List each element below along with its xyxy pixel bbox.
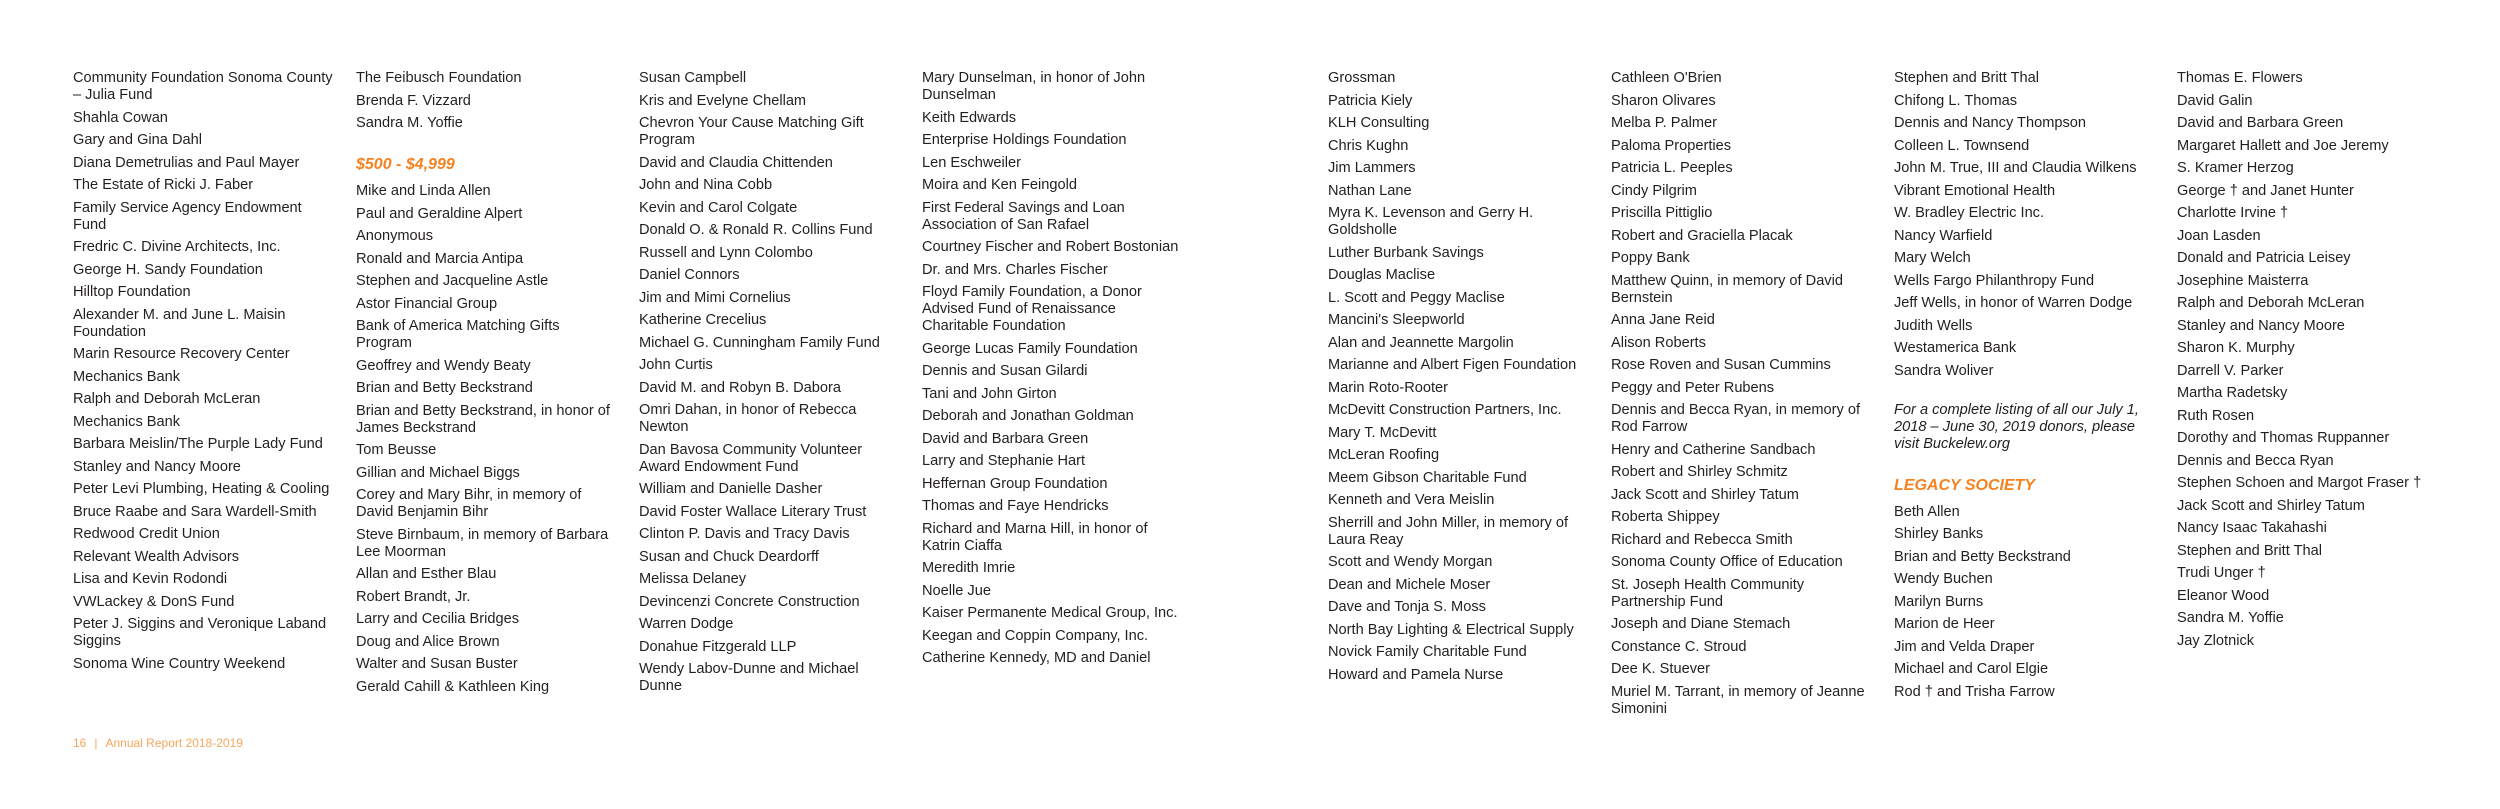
donor-name: Dave and Tonja S. Moss: [1328, 599, 1486, 615]
donor-name: Marin Resource Recovery Center: [73, 346, 290, 362]
donor-name: Tani and John Girton: [922, 385, 1057, 402]
donor-name: Dr. and Mrs. Charles Fischer: [922, 261, 1108, 278]
donor-name: Marion de Heer: [1894, 616, 1995, 632]
donor-name: Sandra M. Yoffie: [356, 115, 463, 131]
donor-name: Paul and Geraldine Alpert: [356, 205, 523, 222]
donor-name: Thomas and Faye Hendricks: [922, 498, 1109, 514]
donor-name: Michael and Carol Elgie: [1894, 661, 2049, 677]
donor-name: Keegan and Coppin Company, Inc.: [922, 627, 1149, 644]
donor-name: Melba P. Palmer: [1611, 115, 1717, 131]
donor-name: Patricia Kiely: [1328, 92, 1413, 109]
donor-name: Redwood Credit Union: [73, 526, 220, 542]
donor-name: Nathan Lane: [1328, 182, 1412, 199]
donor-name: Michael G. Cunningham Family Fund: [639, 334, 880, 351]
donor-name: Susan Campbell: [639, 70, 747, 86]
donor-name: Hilltop Foundation: [73, 284, 191, 300]
donor-name: Rod † and Trisha Farrow: [1894, 683, 2055, 700]
donor-name: Walter and Susan Buster: [356, 656, 518, 672]
donor-name: John M. True, III and Claudia Wilkens: [1894, 160, 2137, 176]
donor-name: Steve Birnbaum, in memory of Barbara Lee Moorman: [356, 526, 609, 560]
donor-name: David and Claudia Chittenden: [639, 154, 833, 171]
donor-name: Jim Lammers: [1328, 160, 1416, 176]
donor-name: Gary and Gina Dahl: [73, 132, 202, 148]
donor-name: Darrell V. Parker: [2177, 362, 2284, 379]
donor-name: George Lucas Family Foundation: [922, 340, 1138, 357]
donor-name: Patricia L. Peeples: [1611, 160, 1733, 176]
donor-name: Kevin and Carol Colgate: [639, 199, 798, 216]
donor-name: Susan and Chuck Deardorff: [639, 548, 819, 565]
donor-column-8: [2177, 70, 2437, 655]
donor-name: North Bay Lighting & Electrical Supply: [1328, 621, 1574, 638]
donor-name: Barbara Meislin/The Purple Lady Fund: [73, 436, 323, 452]
donor-column-6: [1611, 70, 1871, 723]
donor-name: Howard and Pamela Nurse: [1328, 666, 1504, 683]
donor-name: Bruce Raabe and Sara Wardell-Smith: [73, 503, 317, 520]
donor-name: L. Scott and Peggy Maclise: [1328, 289, 1505, 306]
donor-name: George † and Janet Hunter: [2177, 182, 2354, 199]
donor-name: Dean and Michele Moser: [1328, 576, 1491, 593]
donor-name: Clinton P. Davis and Tracy Davis: [639, 526, 850, 542]
donor-name: Shahla Cowan: [73, 109, 168, 126]
donor-name: Jack Scott and Shirley Tatum: [2177, 497, 2365, 514]
donor-name: Henry and Catherine Sandbach: [1611, 441, 1816, 458]
donor-name: Family Service Agency Endowment Fund: [73, 199, 302, 233]
donor-name: Meem Gibson Charitable Fund: [1328, 469, 1527, 486]
donor-name: KLH Consulting: [1328, 115, 1430, 131]
donor-name: John and Nina Cobb: [639, 177, 773, 193]
donor-name: Gillian and Michael Biggs: [356, 464, 520, 481]
donor-name: Anonymous: [356, 228, 434, 244]
donor-name: Ralph and Deborah McLeran: [2177, 295, 2365, 311]
donor-name: David and Barbara Green: [922, 430, 1089, 447]
donor-name: Grossman: [1328, 70, 1396, 86]
donor-column-1: [73, 70, 333, 678]
donor-name: Mike and Linda Allen: [356, 183, 491, 199]
donor-name: Robert and Shirley Schmitz: [1611, 464, 1788, 480]
donor-name: Robert Brandt, Jr.: [356, 588, 471, 605]
donor-listing-note: For a complete listing of all our July 1, 2018 – June 30, 2019 donors, please visit Buckelew.org: [1894, 401, 2139, 452]
donor-name: Myra K. Levenson and Gerry H. Goldsholle: [1328, 205, 1534, 238]
donor-name: Richard and Marna Hill, in honor of Katrin Ciaffa: [922, 520, 1148, 554]
donor-name: Omri Dahan, in honor of Rebecca Newton: [639, 402, 857, 435]
donor-name: St. Joseph Health Community Partnership Fund: [1611, 576, 1805, 610]
donor-name: Novick Family Charitable Fund: [1328, 644, 1527, 660]
donor-name: Donald and Patricia Leisey: [2177, 250, 2351, 266]
donor-name: Westamerica Bank: [1894, 340, 2017, 356]
donor-name: Lisa and Kevin Rodondi: [73, 571, 228, 587]
donor-name: Nancy Isaac Takahashi: [2177, 520, 2327, 536]
donor-name: Alison Roberts: [1611, 334, 1706, 351]
donor-name: Rose Roven and Susan Cummins: [1611, 357, 1831, 373]
donor-name: Russell and Lynn Colombo: [639, 244, 813, 261]
donor-name: Dennis and Becca Ryan, in memory of Rod Farrow: [1611, 402, 1861, 435]
donor-name: David and Barbara Green: [2177, 115, 2344, 131]
donor-name: Stephen and Britt Thal: [2177, 542, 2322, 559]
donor-name: George H. Sandy Foundation: [73, 261, 263, 278]
donor-name: Alan and Jeannette Margolin: [1328, 334, 1514, 351]
donor-name: Chifong L. Thomas: [1894, 92, 2018, 109]
donor-name: Joan Lasden: [2177, 227, 2261, 244]
donor-name: First Federal Savings and Loan Association of San Rafael: [922, 199, 1125, 233]
donor-name: Jack Scott and Shirley Tatum: [1611, 486, 1799, 503]
donor-column-2: [356, 70, 616, 701]
donor-name: Wendy Labov-Dunne and Michael Dunne: [639, 661, 859, 694]
donor-name: Trudi Unger †: [2177, 565, 2266, 581]
donor-name: Kaiser Permanente Medical Group, Inc.: [922, 605, 1178, 621]
donor-name: Sharon Olivares: [1611, 92, 1716, 109]
donor-name: Kenneth and Vera Meislin: [1328, 492, 1495, 508]
donor-name: Peter J. Siggins and Veronique Laband Siggins: [73, 616, 327, 649]
donor-name: Mancini's Sleepworld: [1328, 312, 1465, 328]
donor-name: Richard and Rebecca Smith: [1611, 531, 1793, 548]
donor-name: Charlotte Irvine †: [2177, 205, 2289, 221]
donor-name: John Curtis: [639, 357, 713, 373]
donor-name: Geoffrey and Wendy Beaty: [356, 357, 531, 374]
donor-name: William and Danielle Dasher: [639, 481, 823, 497]
donor-name: Mary Welch: [1894, 250, 1971, 266]
donor-name: Chris Kughn: [1328, 137, 1409, 154]
donor-name: McDevitt Construction Partners, Inc.: [1328, 402, 1562, 418]
donor-name: Mechanics Bank: [73, 368, 181, 385]
donor-name: Brenda F. Vizzard: [356, 92, 471, 109]
donor-name: David Galin: [2177, 92, 2253, 109]
donor-name: Stephen and Jacqueline Astle: [356, 273, 549, 289]
donor-name: Len Eschweiler: [922, 154, 1021, 171]
donor-name: Beth Allen: [1894, 503, 1960, 520]
donor-name: David Foster Wallace Literary Trust: [639, 503, 867, 520]
donor-name: Brian and Betty Beckstrand: [356, 380, 533, 396]
donor-name: Heffernan Group Foundation: [922, 475, 1108, 492]
donor-name: Nancy Warfield: [1894, 227, 1993, 244]
donor-name: Stephen Schoen and Margot Fraser †: [2177, 475, 2422, 491]
donor-name: Joseph and Diane Stemach: [1611, 616, 1791, 632]
donor-name: Martha Radetsky: [2177, 385, 2288, 401]
donor-name: Wendy Buchen: [1894, 571, 1993, 587]
donor-name: Community Foundation Sonoma County – Julia Fund: [73, 70, 333, 103]
donor-name: Noelle Jue: [922, 582, 991, 599]
donor-name: Margaret Hallett and Joe Jeremy: [2177, 137, 2389, 154]
donor-name: Dennis and Susan Gilardi: [922, 363, 1088, 379]
donor-name: Poppy Bank: [1611, 250, 1690, 266]
donor-name: Mary T. McDevitt: [1328, 424, 1437, 441]
donor-name: Gerald Cahill & Kathleen King: [356, 678, 550, 695]
donor-name: Jeff Wells, in honor of Warren Dodge: [1894, 295, 2133, 311]
donor-name: Dee K. Stuever: [1611, 661, 1710, 677]
donor-name: Astor Financial Group: [356, 295, 498, 312]
donor-name: Diana Demetrulias and Paul Mayer: [73, 154, 300, 171]
donor-name: David M. and Robyn B. Dabora: [639, 379, 841, 396]
donor-name: Stanley and Nancy Moore: [2177, 317, 2345, 334]
donor-name: Sherrill and John Miller, in memory of Laura Reay: [1328, 514, 1569, 548]
donor-name: Judith Wells: [1894, 317, 1973, 334]
donor-name: Ronald and Marcia Antipa: [356, 250, 524, 267]
donor-name: Douglas Maclise: [1328, 267, 1436, 283]
donor-name: Keith Edwards: [922, 109, 1017, 126]
donor-name: Deborah and Jonathan Goldman: [922, 408, 1134, 424]
donor-name: Relevant Wealth Advisors: [73, 548, 240, 565]
donor-name: Doug and Alice Brown: [356, 633, 500, 650]
donor-name: Larry and Cecilia Bridges: [356, 611, 520, 627]
page-footer: [73, 736, 243, 750]
donor-name: Stephen and Britt Thal: [1894, 70, 2039, 86]
donor-name: Enterprise Holdings Foundation: [922, 132, 1127, 148]
donor-name: Scott and Wendy Morgan: [1328, 554, 1493, 570]
donor-name: Kris and Evelyne Chellam: [639, 92, 807, 109]
donor-name: Brian and Betty Beckstrand: [1894, 548, 2071, 565]
donor-name: Anna Jane Reid: [1611, 312, 1715, 328]
donor-name: Ruth Rosen: [2177, 407, 2255, 424]
donor-name: Constance C. Stroud: [1611, 638, 1747, 655]
donor-name: McLeran Roofing: [1328, 447, 1440, 463]
donor-name: Dennis and Becca Ryan: [2177, 452, 2334, 469]
donor-name: VWLackey & DonS Fund: [73, 593, 235, 610]
donor-name: Melissa Delaney: [639, 571, 747, 587]
donor-column-3: [639, 70, 899, 701]
donor-name: Thomas E. Flowers: [2177, 70, 2303, 86]
donor-name: Sandra M. Yoffie: [2177, 610, 2284, 626]
footer-separator: |: [94, 736, 98, 750]
donor-name: Jim and Mimi Cornelius: [639, 289, 791, 306]
report-title: Annual Report 2018-2019: [105, 736, 243, 750]
donor-name: Shirley Banks: [1894, 526, 1984, 542]
donor-name: Cathleen O'Brien: [1611, 70, 1722, 86]
donor-name: Courtney Fischer and Robert Bostonian: [922, 239, 1179, 255]
donor-name: Josephine Maisterra: [2177, 272, 2309, 289]
donor-name: Alexander M. and June L. Maisin Foundation: [73, 306, 286, 340]
donor-name: Wells Fargo Philanthropy Fund: [1894, 272, 2095, 289]
section-heading: LEGACY SOCIETY: [1894, 476, 2036, 494]
donor-column-7: [1894, 70, 2154, 706]
donor-name: Daniel Connors: [639, 267, 740, 283]
donor-name: The Feibusch Foundation: [356, 70, 522, 86]
donor-name: Devincenzi Concrete Construction: [639, 593, 860, 610]
donor-name: Marin Roto-Rooter: [1328, 379, 1449, 396]
donor-name: Jim and Velda Draper: [1894, 638, 2035, 655]
donor-name: Larry and Stephanie Hart: [922, 453, 1086, 469]
donor-name: Donahue Fitzgerald LLP: [639, 638, 797, 655]
donor-name: Roberta Shippey: [1611, 509, 1720, 525]
donor-name: Eleanor Wood: [2177, 587, 2270, 604]
donor-name: Marilyn Burns: [1894, 593, 1984, 610]
donor-name: Moira and Ken Feingold: [922, 177, 1077, 193]
donor-name: Muriel M. Tarrant, in memory of Jeanne Simonini: [1611, 683, 1865, 717]
donor-name: Paloma Properties: [1611, 137, 1732, 154]
donor-name: Ralph and Deborah McLeran: [73, 391, 261, 407]
donor-name: Jay Zlotnick: [2177, 632, 2255, 649]
donor-name: Marianne and Albert Figen Foundation: [1328, 357, 1577, 373]
donor-name: Sandra Woliver: [1894, 362, 1994, 379]
donor-name: Vibrant Emotional Health: [1894, 182, 2056, 199]
donor-name: Fredric C. Divine Architects, Inc.: [73, 239, 281, 255]
donor-name: Matthew Quinn, in memory of David Bernstein: [1611, 272, 1843, 306]
donor-name: Cindy Pilgrim: [1611, 182, 1697, 199]
donor-name: Donald O. & Ronald R. Collins Fund: [639, 222, 873, 238]
donor-name: Katherine Crecelius: [639, 312, 767, 328]
page-number: 16: [73, 736, 87, 750]
donor-name: Peter Levi Plumbing, Heating & Cooling: [73, 481, 330, 497]
donor-name: Catherine Kennedy, MD and Daniel: [922, 650, 1151, 666]
donor-name: Warren Dodge: [639, 616, 734, 632]
donor-name: Meredith Imrie: [922, 560, 1016, 576]
donor-name: Stanley and Nancy Moore: [73, 458, 241, 475]
donor-name: Priscilla Pittiglio: [1611, 205, 1713, 221]
donor-name: Bank of America Matching Gifts Program: [356, 318, 560, 351]
donor-name: Sharon K. Murphy: [2177, 340, 2295, 356]
section-heading: $500 - $4,999: [356, 156, 455, 173]
donor-name: W. Bradley Electric Inc.: [1894, 205, 2045, 221]
donor-name: Robert and Graciella Placak: [1611, 227, 1793, 244]
donor-column-4: [922, 70, 1182, 673]
donor-name: Corey and Mary Bihr, in memory of David Benjamin Bihr: [356, 487, 582, 520]
donor-name: Mary Dunselman, in honor of John Dunselman: [922, 70, 1146, 103]
donor-name: Sonoma Wine Country Weekend: [73, 655, 286, 672]
donor-name: Allan and Esther Blau: [356, 566, 497, 582]
donor-name: Dennis and Nancy Thompson: [1894, 115, 2086, 131]
donor-name: Sonoma County Office of Education: [1611, 554, 1843, 570]
donor-name: Peggy and Peter Rubens: [1611, 379, 1775, 396]
donor-name: Dorothy and Thomas Ruppanner: [2177, 430, 2390, 446]
donor-name: Tom Beusse: [356, 442, 437, 458]
donor-name: Brian and Betty Beckstrand, in honor of James Beckstrand: [356, 402, 610, 436]
donor-name: Mechanics Bank: [73, 413, 181, 430]
donor-name: The Estate of Ricki J. Faber: [73, 177, 254, 193]
donor-name: S. Kramer Herzog: [2177, 160, 2294, 176]
donor-column-5: [1328, 70, 1588, 689]
donor-name: Chevron Your Cause Matching Gift Program: [639, 115, 864, 148]
donor-name: Floyd Family Foundation, a Donor Advised Fund of Renaissance Charitable Foundation: [922, 284, 1142, 334]
donor-name: Luther Burbank Savings: [1328, 244, 1484, 261]
donor-name: Colleen L. Townsend: [1894, 137, 2030, 154]
donor-name: Dan Bavosa Community Volunteer Award Endowment Fund: [639, 441, 863, 475]
